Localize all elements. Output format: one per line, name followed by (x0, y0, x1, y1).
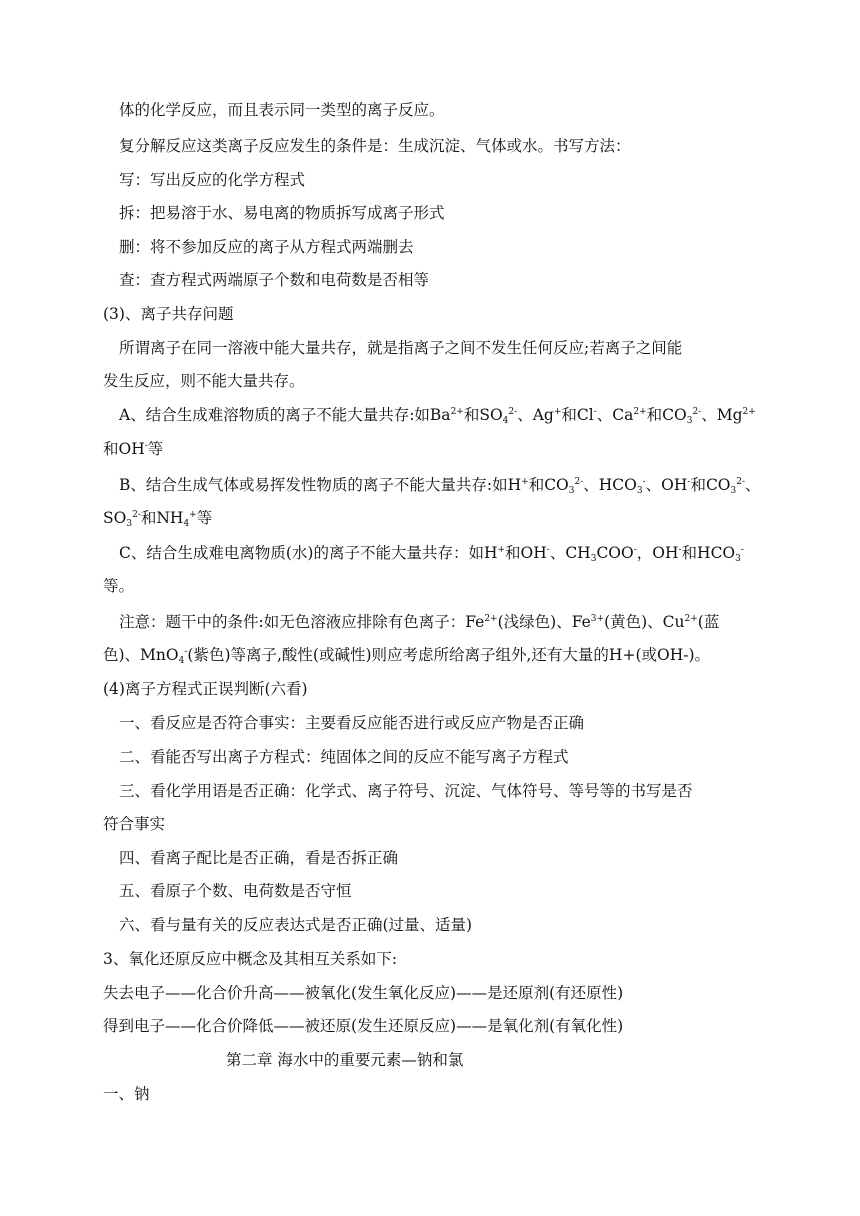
text-line: 查：查方程式两端原子个数和电荷数是否相等 (119, 271, 430, 289)
text-line: 体的化学反应，而且表示同一类型的离子反应。 (119, 101, 445, 119)
text-line: 失去电子——化合价升高——被氧化(发生氧化反应)——是还原剂(有还原性) (103, 984, 624, 1002)
text-line: 四、看离子配比是否正确，看是否拆正确 (119, 849, 399, 867)
text-line: 所谓离子在同一溶液中能大量共存，就是指离子之间不发生任何反应;若离子之间能 (119, 339, 683, 357)
section-heading: (4)离子方程式正误判断(六看) (103, 680, 308, 698)
text-line: 拆：把易溶于水、易电离的物质拆写成离子形式 (119, 204, 445, 222)
text-line-start: A、结合生成难溶物质的离子不能大量共存:如$Ba^{2+}$和$SO_4^{2-}$、Ag+和Cl-、$Ca^{2+}$和$CO_3^{2-}$、$Mg^{2+}$ (119, 406, 756, 426)
section-heading: 3、氧化还原反应中概念及其相互关系如下: (103, 950, 398, 968)
text-line: 五、看原子个数、电荷数是否守恒 (119, 882, 352, 900)
text-line: 色)、MnO$_4$-(紫色)等离子,酸性(或碱性)则应考虑所给离子组外,还有大量的H+(或OH-)。 (103, 646, 710, 666)
text-line: 符合事实 (103, 815, 166, 833)
text-line: $SO_3^{2-}$和$NH_4^+$等 (103, 509, 213, 529)
text-line: 一、看反应是否符合事实：主要看反应能否进行或反应产物是否正确 (119, 714, 585, 732)
text-line: 写：写出反应的化学方程式 (119, 171, 306, 189)
text-line: 删：将不参加反应的离子从方程式两端删去 (119, 238, 414, 256)
section-heading: 一、钠 (103, 1085, 150, 1103)
text-line: 等。 (103, 577, 135, 595)
section-heading: (3)、离子共存问题 (103, 305, 234, 323)
text-line: 发生反应，则不能大量共存。 (103, 372, 305, 390)
chapter-title: 第二章 海水中的重要元素—钠和氯 (226, 1051, 464, 1069)
text-line: 得到电子——化合价降低——被还原(发生还原反应)——是氧化剂(有氧化性) (103, 1017, 624, 1035)
text-line: 注意：题干中的条件:如无色溶液应排除有色离子：$Fe^{2+}$(浅绿色)、$Fe^{3+}$(黄色)、$Cu^{2+}$(蓝 (119, 613, 720, 631)
text-line: 和OH-等 (103, 440, 164, 458)
text-line: 三、看化学用语是否正确：化学式、离子符号、沉淀、气体符号、等号等的书写是否 (119, 782, 693, 800)
text-line: 复分解反应这类离子反应发生的条件是：生成沉淀、气体或水。书写方法： (119, 137, 631, 155)
text-line: 二、看能否写出离子方程式：纯固体之间的反应不能写离子方程式 (119, 748, 569, 766)
text-line: 六、看与量有关的反应表达式是否正确(过量、适量) (119, 916, 473, 934)
text-line: B、结合生成气体或易挥发性物质的离子不能大量共存:如H+和$CO_3^{2-}$、$HCO_3^-$、OH-和$CO_3^{2-}$、 (119, 476, 761, 496)
text-line (0, 404, 860, 426)
text-line: C、结合生成难电离物质(水)的离子不能大量共存：如H+和OH-、$CH_3COO^-$，OH-和$HCO_3^-$ (119, 544, 744, 564)
